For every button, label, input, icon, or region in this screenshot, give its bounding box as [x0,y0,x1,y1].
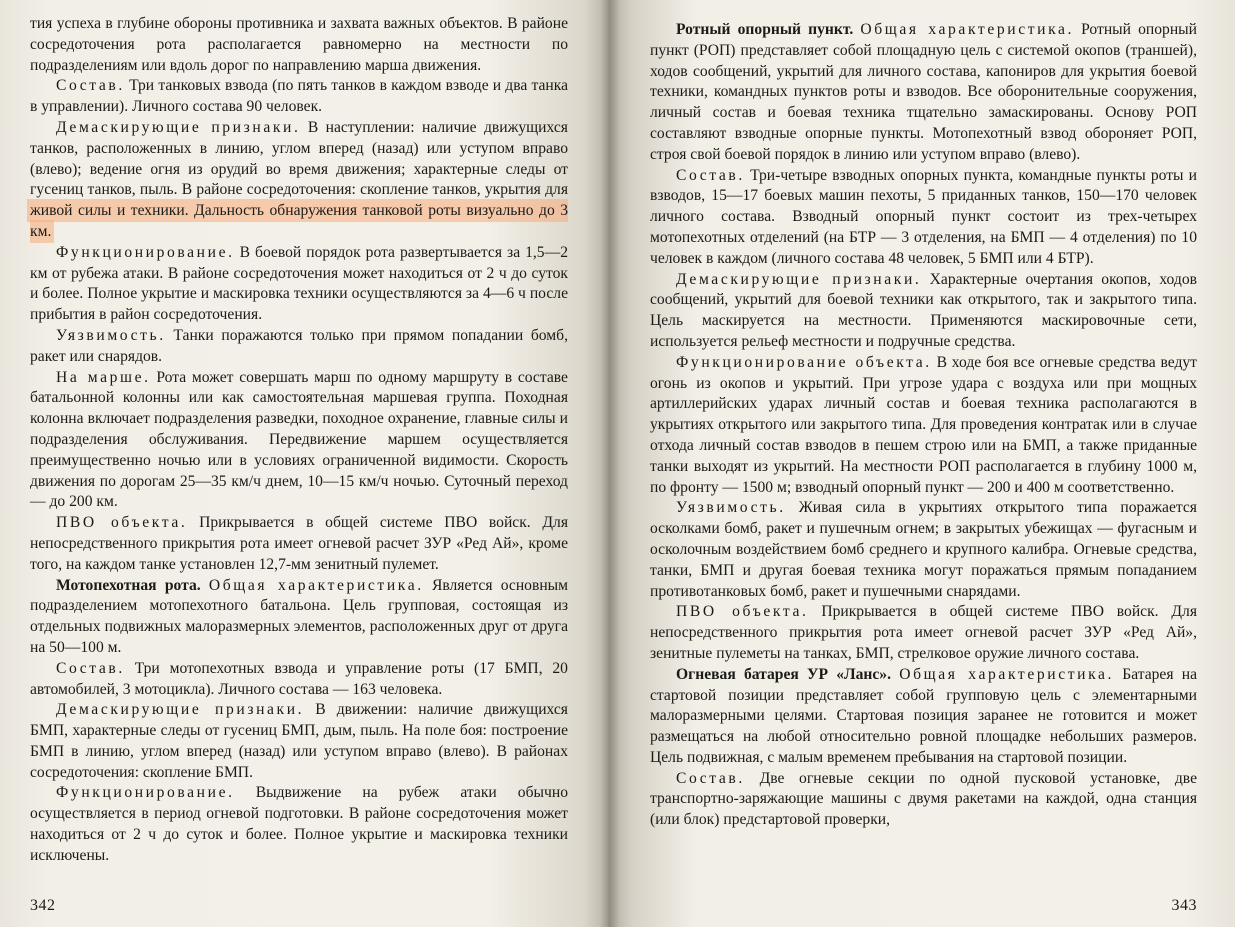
paragraph-lead: Состав. [676,166,745,184]
paragraph-text: В движении: наличие движущихся БМП, характерные следы от гусениц БМП, дым, пыль. На поле боя: построение БМП в линию, углом вперед (назад) или уступом вправо (влево). В районах сосредоточения: скопление БМП. [30,701,568,781]
paragraph-lead: Демаскирующие признаки. [56,118,301,136]
highlighted-text: живой силы и техники. Дальность обнаружения танковой роты визуально до 3 км. [30,202,568,240]
paragraph [650,498,1197,602]
paragraph [650,270,1197,353]
paragraph-text: Выдвижение на рубеж атаки обычно осуществляется в период огневой подготовки. В районе сосредоточения может находиться от 2 ч до суток и более. Полное укрытие и маскировка техники исключены. [30,784,568,864]
paragraph-text: Рота может совершать марш по одному маршруту в составе батальонной колонны или как самостоятельная маршевая группа. Походная колонна включает подразделения разведки, походное охранение, главные силы и подразделения обслуживания. Передвижение маршем осуществляется преимущественно ночью или в условиях ограниченной видимости. Скорость движения по дорогам 25—35 км/ч днем, 10—15 км/ч ночью. Суточный переход — до 200 км. [30,368,568,511]
paragraph [650,665,1197,769]
section-heading: Мотопехотная рота. [56,576,201,594]
paragraph-text: В боевой порядок рота развертывается за 1,5—2 км от рубежа атаки. В районе сосредоточения может находиться от 2 ч до суток и более. Полное укрытие и маскировка техники осуществляются за 4—6 ч после прибытия в район сосредоточения. [30,243,568,324]
paragraph-lead: Общая характеристика. [899,665,1115,683]
paragraph-lead: Уязвимость. [676,499,786,517]
paragraph-text: Три мотопехотных взвода и управление роты (17 БМП, 20 автомобилей, 3 мотоцикла). Личного состава — 163 человека. [30,659,568,698]
paragraph [650,20,1197,166]
paragraph [30,513,568,575]
left-page [0,0,608,927]
paragraph [30,783,568,866]
paragraph-lead: Демаскирующие признаки. [56,701,305,719]
page-number: 342 [30,897,56,914]
section-heading: Ротный опорный пункт. [676,21,854,38]
section-heading: Огневая батарея УР «Ланс». [676,665,892,683]
paragraph-lead: На марше. [56,368,151,386]
paragraph-text: В ходе боя все огневые средства ведут огонь из окопов и укрытий. При угрозе удара с воздуха или при мощных артиллерийских ударах личный состав и боевая техника располагаются в укрытиях открытого или закрытого типа. Для проведения контратак или в случае отхода личный состав взводов в пешем строю или на БМП, а также приданные танки выходят из укрытий. На местности РОП располагается в глубину 1000 м, по фронту — 1500 м; взводный опорный пункт — 200 и 400 м соответственно. [650,353,1197,496]
paragraph-text: Живая сила в укрытиях открытого типа поражается осколками бомб, ракет и пушечным огнем; в закрытых убежищах — фугасным и осколочным воздействием бомб среднего и крупного калибра. Огневые средства, танки, БМП и другая боевая техника могут поражаться прямым попаданием противотанковых бомб, ракет и пушечными снарядами. [650,499,1197,600]
paragraph [650,166,1197,270]
paragraph-lead: Состав. [56,659,125,677]
paragraph-lead: ПВО объекта. [56,514,188,532]
paragraph-text: Две огневые секции по одной пусковой установке, две транспортно-заряжающие машины с двумя ракетами на каждой, одна станция (или блок) предстартовой проверки, [650,769,1197,829]
paragraph [650,769,1197,831]
paragraph-lead: Функционирование. [56,243,235,261]
paragraph [30,700,568,783]
paragraph-text: тия успеха в глубине обороны противника и захвата важных объектов. В районе сосредоточения рота располагается равномерно на местности по подразделениям или вдоль дорог по направлению марша движения. [30,15,568,74]
paragraph-lead: Функционирование объекта. [676,353,932,371]
paragraph-text: Ротный опорный пункт (РОП) представляет собой площадную цель с системой окопов (траншей), ходов сообщений, укрытий для личного состава, капониров для укрытия боевой техники, командных пунктов роты и взводов. Все оборонительные сооружения, личный состав и боевая техника тщательно замаскированы. Основу РОП составляют взводные опорные пункты. Мотопехотный взвод обороняет РОП, строя свой боевой порядок в линию или уступом вправо (влево). [650,21,1197,163]
paragraph-text: Характерные очертания окопов, ходов сообщений, укрытий для боевой техники как открытого, так и закрытого типа. Цель маскируется на местности. Применяются маскировочные сети, используется рельеф местности и подручные средства. [650,270,1197,350]
paragraph [30,243,568,326]
paragraph-text: Танки поражаются только при прямом попадании бомб, ракет или снарядов. [30,326,568,365]
paragraph-text: Прикрывается в общей системе ПВО войск. Для непосредственного прикрытия рота имеет огневой расчет ЗУР «Ред Ай», кроме того, на каждом танке установлен 12,7-мм зенитный пулемет. [30,514,568,573]
paragraph [30,576,568,659]
paragraph [30,368,568,514]
paragraph-text: Три-четыре взводных опорных пункта, командные пункты роты и взводов, 15—17 боевых машин пехоты, 5 приданных танков, 150—170 человек личного состава. Взводный опорный пункт состоит из трех-четырех мотопехотных отделений (на БТР — 3 отделения, на БМП — 4 отделения) по 10 человек в каждом (личного состава 48 человек, 5 БМП или 4 БТР). [650,166,1197,267]
paragraph-text: Прикрывается в общей системе ПВО войск. Для непосредственного прикрытия рота имеет огневой расчет ЗУР «Ред Ай», зенитные пулеметы на танках, БМП, стрелковое оружие личного состава. [650,603,1197,662]
paragraph-lead: Состав. [56,77,125,95]
paragraph [650,602,1197,664]
paragraph-text: В наступлении: наличие движущихся танков, расположенных в линию, углом вперед (назад) или уступом вправо (влево); ведение огня из орудий во время движения; характерные следы от гусениц танков, пыль. В районе сосредоточения: скопление танков, укрытия для [30,118,568,199]
paragraph-lead: Состав. [676,769,745,787]
paragraph-text: Батарея на стартовой позиции представляет собой групповую цель с элементарными малоразмерными целями. Стартовая позиция заранее не готовится и может размещаться на любой относительно ровной площадке небольших размеров. Цель подвижная, с малым временем пребывания на стартовой позиции. [650,665,1197,766]
paragraph [650,353,1197,499]
paragraph [30,326,568,368]
paragraph-text: Три танковых взвода (по пять танков в каждом взводе и два танка в управлении). Личного состава 90 человек. [30,77,568,116]
paragraph-lead: ПВО объекта. [676,603,809,621]
paragraph [30,76,568,118]
paragraph [30,659,568,701]
right-page [608,0,1235,927]
page-number: 343 [1171,897,1197,914]
paragraph-lead: Демаскирующие признаки. [676,270,922,288]
paragraph-lead: Функционирование. [56,784,235,802]
paragraph-lead: Общая характеристика. [860,21,1075,38]
paragraph [30,118,568,243]
paragraph-lead: Общая характеристика. [208,576,424,594]
paragraph-text: Является основным подразделением мотопехотного батальона. Цель групповая, состоящая из отдельных подвижных малоразмерных элементов, расположенных друг от друга на 50—100 м. [30,576,569,656]
paragraph-lead: Уязвимость. [56,326,166,344]
paragraph [30,14,568,76]
